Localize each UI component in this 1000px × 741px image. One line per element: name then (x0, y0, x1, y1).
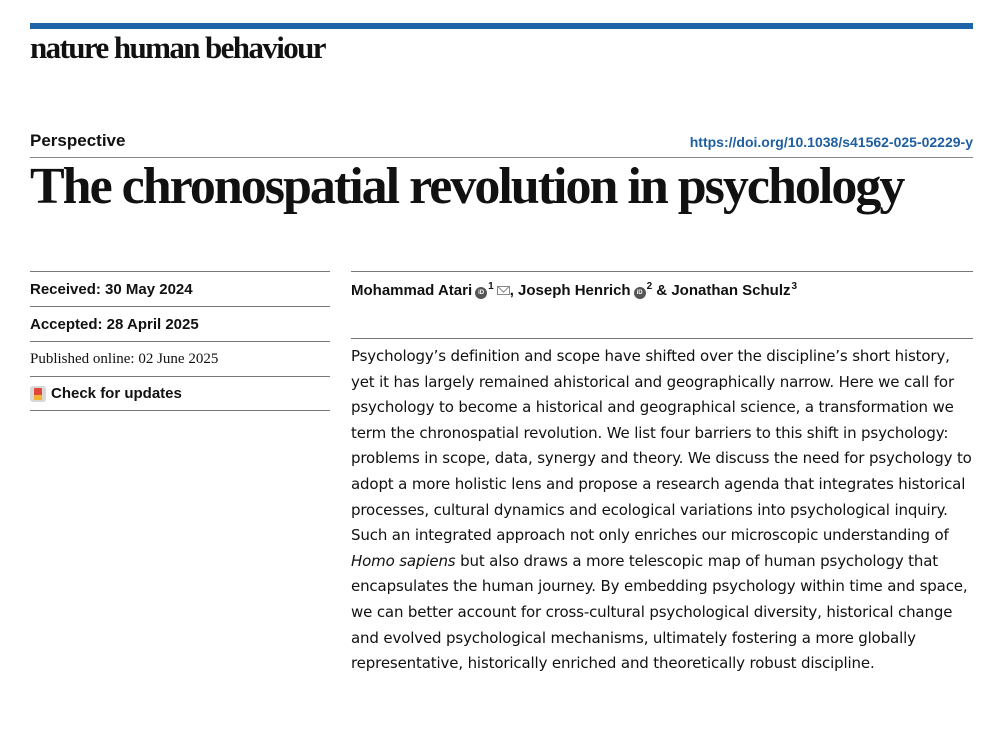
author-list (351, 271, 973, 338)
author-schulz[interactable] (671, 282, 797, 299)
check-for-updates-icon (30, 386, 46, 402)
abstract-text-part1: Psychology’s definition and scope have shifted over the discipline’s short history, yet it has largely remained ahistorical and geographically narrow. Here we call for psychology to become a historical and geographical science, a transformation we term the chronospatial revolution. We list four barriers to this shift in psychology: problems in scope, data, synergy and theory. We discuss the need for psychology to adopt a more holistic lens and propose a research agenda that integrates historical processes, cultural dynamics and ecological variations into psychological inquiry. Such an integrated approach not only enriches our microscopic understanding of (351, 347, 972, 545)
affiliation-number: 1 (488, 281, 494, 292)
article-main-column (351, 271, 973, 677)
affiliation-number: 3 (791, 281, 798, 292)
doi-link[interactable]: https://doi.org/10.1038/s41562-025-02229-y (689, 134, 973, 150)
accepted-date: Accepted: 28 April 2025 (30, 306, 330, 341)
mail-icon[interactable] (497, 286, 510, 295)
check-updates-row (30, 376, 330, 411)
author-separator: , (509, 282, 519, 299)
journal-top-bar (30, 23, 973, 29)
author-name[interactable]: Mohammad Atari (351, 282, 473, 299)
check-for-updates-label: Check for updates (51, 385, 182, 402)
article-type: Perspective (30, 131, 126, 150)
published-date: Published online: 02 June 2025 (30, 341, 330, 376)
article-dates-panel (30, 271, 330, 411)
orcid-icon[interactable]: iD (475, 287, 487, 299)
abstract (351, 339, 973, 677)
author-henrich[interactable] (518, 282, 652, 299)
abstract-text-part2: but also draws a more telescopic map of human psychology that encapsulates the human journey. By embedding psychology within time and space, we can better account for cross-cultural psychological diversity, historical change and evolved psychological mechanisms, ultimately fostering a more globally representative, historically enriched and theoretically robust discipline. (351, 551, 968, 673)
check-for-updates-button[interactable] (30, 385, 182, 402)
journal-logo[interactable]: nature human behaviour (30, 30, 325, 65)
author-separator: & (652, 282, 672, 299)
abstract-species-name: Homo sapiens (351, 551, 456, 570)
author-atari[interactable] (351, 282, 510, 299)
article-title: The chronospatial revolution in psychology (30, 158, 904, 215)
orcid-icon[interactable]: iD (634, 287, 646, 299)
author-name[interactable]: Jonathan Schulz (671, 282, 791, 299)
affiliation-number: 2 (646, 281, 653, 292)
author-name[interactable]: Joseph Henrich (518, 282, 631, 299)
received-date: Received: 30 May 2024 (30, 271, 330, 306)
